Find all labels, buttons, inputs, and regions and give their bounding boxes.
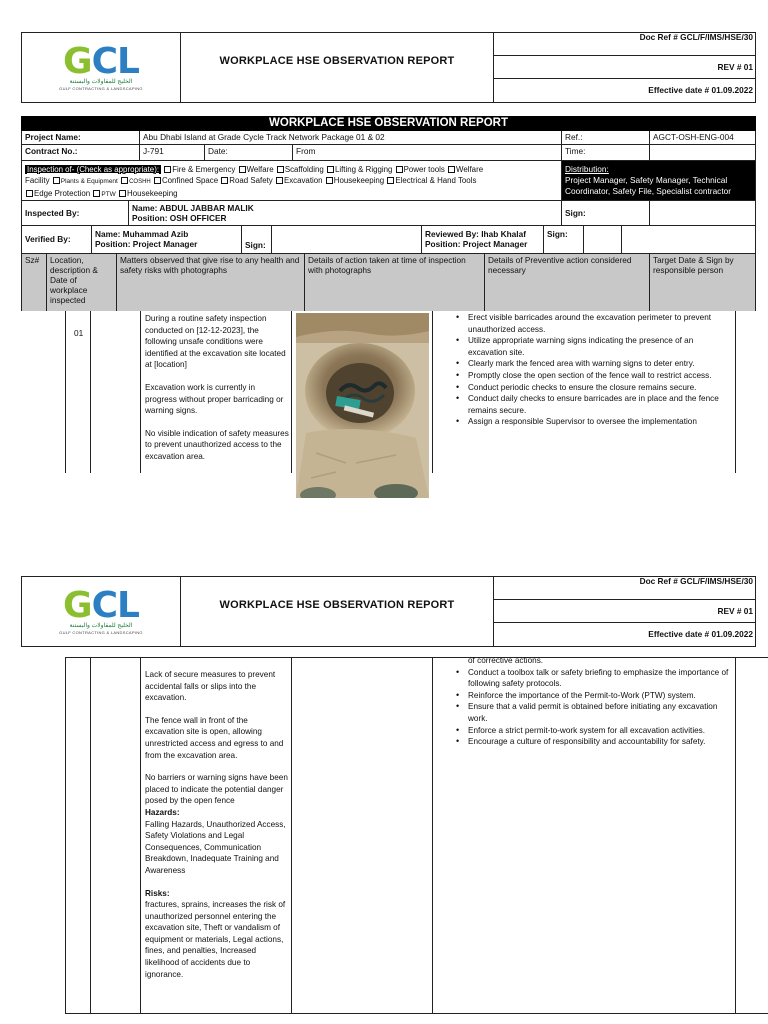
checkbox[interactable] (119, 190, 126, 197)
reviewed-by-details (422, 226, 544, 254)
row-divider (65, 311, 66, 473)
matters-paragraph: No barriers or warning signs have been placed to indicate the potential danger posed by the open fence (145, 773, 288, 806)
header-right-block (493, 33, 755, 102)
logo-letters: GCL (63, 40, 139, 82)
revision: REV # 01 (494, 56, 756, 79)
row-divider (432, 657, 433, 1013)
hazards-label: Hazards: (145, 807, 180, 817)
checkbox[interactable] (93, 190, 100, 197)
header-title: WORKPLACE HSE OBSERVATION REPORT (219, 599, 455, 611)
matters-paragraph: No visible indication of safety measures to prevent unauthorized access to the excavation area. (145, 428, 289, 461)
checkbox[interactable] (326, 177, 333, 184)
effective-date: Effective date # 01.09.2022 (648, 85, 753, 95)
header-block-page1 (21, 32, 756, 103)
reviewed-position: Position: Project Manager (425, 239, 528, 249)
reviewed-sign-label: Sign: (544, 226, 584, 254)
preventive-item: • Ensure that a valid permit is obtained before initiating any excavation work. (468, 701, 734, 724)
effective-date: Effective date # 01.09.2022 (648, 629, 753, 639)
reviewed-sign-extra (622, 226, 755, 254)
checklist-line-3: Edge Protection PTW Housekeeping (25, 189, 177, 198)
excavation-photo-image (296, 313, 429, 498)
checkbox[interactable] (26, 190, 33, 197)
row-divider (291, 657, 292, 1013)
verified-sign-field[interactable] (272, 226, 422, 254)
checkbox[interactable] (277, 166, 284, 173)
preventive-list-continued (454, 655, 734, 748)
logo-arabic-text: الخليج للمقاولات والبستنة (69, 622, 133, 629)
reviewed-by: Reviewed By: Ihab Khalaf (425, 229, 526, 239)
verified-name: Name: Muhammad Azib (95, 229, 189, 239)
checklist-line-1: Fire & Emergency Welfare Scaffolding Lifting & Rigging Power tools Welfare (163, 165, 483, 174)
matters-paragraph: Lack of secure measures to prevent accidental falls or slips into the excavation. (145, 670, 276, 703)
logo-english-text: GULF CONTRACTING & LANDSCAPING (59, 629, 143, 635)
contract-value: J-791 (140, 145, 205, 161)
checkbox[interactable] (53, 177, 60, 184)
matters-paragraph: Excavation work is currently in progress without proper barricading or warning signs. (145, 382, 284, 416)
date-label: Date: (205, 145, 293, 161)
company-logo (22, 577, 181, 646)
header-title: WORKPLACE HSE OBSERVATION REPORT (219, 55, 455, 67)
revision: REV # 01 (494, 600, 756, 623)
time-label: Time: (562, 145, 650, 161)
col-header-sz: Sz# (22, 254, 47, 311)
checkbox[interactable] (276, 177, 283, 184)
preventive-item: • Conduct a toolbox talk or safety briefing to emphasize the importance of following safety protocols. (468, 667, 734, 690)
row-bottom-border (65, 1013, 768, 1014)
matters-paragraph: The fence wall in front of the excavation site is open, allowing unrestricted access and egress to and from the excavation area. (145, 715, 284, 760)
inspected-name: Name: ABDUL JABBAR MALIK (132, 203, 254, 213)
inspection-label: Inspection of- (Check as appropriate): (27, 165, 160, 174)
excavation-photo (296, 313, 429, 498)
row-divider (735, 657, 736, 1013)
header-block-page2 (21, 576, 756, 647)
preventive-item: • Reinforce the importance of the Permit-to-Work (PTW) system. (468, 690, 734, 702)
time-value (650, 145, 755, 161)
ref-label: Ref.: (562, 131, 650, 145)
logo-arabic-text: الخليج للمقاولات والبستنة (69, 78, 133, 85)
row-divider (140, 657, 141, 1013)
ref-value: AGCT-OSH-ENG-004 (650, 131, 755, 145)
distribution-label: Distribution: (565, 164, 609, 174)
inspection-checklist (22, 161, 562, 201)
preventive-item: • Promptly close the open section of the fence wall to restrict access. (468, 370, 734, 382)
data-row-1-continued (65, 657, 768, 1015)
inspected-position: Position: OSH OFFICER (132, 213, 227, 223)
risks-label: Risks: (145, 888, 170, 898)
row-divider (65, 657, 66, 1013)
checkbox[interactable] (121, 177, 128, 184)
data-row-1 (65, 311, 768, 498)
preventive-list (454, 312, 734, 428)
checkbox[interactable] (396, 166, 403, 173)
verified-by-label: Verified By: (22, 226, 92, 254)
row-divider (140, 311, 141, 473)
hazards-text: Falling Hazards, Unauthorized Access, Safety Violations and Legal Consequences, Communication Breakdown, Inadequate Training and Awareness (145, 819, 286, 875)
checkbox[interactable] (239, 166, 246, 173)
matters-text-continued (145, 669, 289, 991)
col-header-matters: Matters observed that give rise to any health and safety risks with photographs (117, 254, 305, 311)
checkbox[interactable] (154, 177, 161, 184)
inspected-sign-field[interactable] (650, 201, 755, 226)
preventive-item: • Encourage a culture of responsibility and accountability for safety. (468, 736, 734, 748)
logo-english-text: GULF CONTRACTING & LANDSCAPING (59, 85, 143, 91)
col-header-location: Location, description & Date of workplace inspected (47, 254, 117, 311)
distribution-cell (562, 161, 755, 201)
preventive-item: • Enforce a strict permit-to-work system for all excavation activities. (468, 725, 734, 737)
verified-by-details (92, 226, 242, 254)
contract-label: Contract No.: (22, 145, 140, 161)
checkbox[interactable] (387, 177, 394, 184)
from-label: From (293, 145, 562, 161)
col-header-action: Details of action taken at time of inspection with photographs (305, 254, 485, 311)
row-divider (90, 657, 91, 1013)
row-divider (291, 311, 292, 473)
inspected-by-label: Inspected By: (22, 201, 129, 226)
reviewed-sign-field[interactable] (584, 226, 622, 254)
verified-position: Position: Project Manager (95, 239, 198, 249)
preventive-item: • Assign a responsible Supervisor to oversee the implementation (468, 416, 734, 428)
checkbox[interactable] (221, 177, 228, 184)
checklist-line-2: Facility Plants & Equipment COSHH Confined Space Road Safety Excavation Housekeeping Electrical & Hand Tools (25, 176, 477, 185)
preventive-continued-text: of corrective actions. (468, 656, 544, 665)
row-divider (735, 311, 736, 473)
checkbox[interactable] (327, 166, 334, 173)
risks-text: fractures, sprains, increases the risk of unauthorized personnel entering the excavation site, Theft or vandalism of equipment or materials, Legal actions, fines, and penalties, Increased likelihood of accidents due to ignorance. (145, 900, 286, 979)
preventive-item: • Erect visible barricades around the excavation perimeter to prevent unauthorized access. (468, 312, 734, 335)
preventive-item: • Clearly mark the fenced area with warning signs to deter entry. (468, 358, 734, 370)
doc-ref: Doc Ref # GCL/F/IMS/HSE/30 (494, 577, 756, 600)
header-right-block (493, 577, 755, 646)
matters-text (145, 313, 289, 474)
row-number: 01 (74, 328, 84, 338)
logo-letters: GCL (63, 584, 139, 626)
preventive-item: • Conduct daily checks to ensure barricades are in place and the fence remains secure. (468, 393, 734, 416)
distribution-text: Project Manager, Safety Manager, Technical Coordinator, Safety File, Specialist contractor (565, 175, 732, 196)
checkbox[interactable] (164, 166, 171, 173)
row-divider (432, 311, 433, 473)
col-header-preventive: Details of Preventive action considered necessary (485, 254, 650, 311)
company-logo (22, 33, 181, 102)
project-name-label: Project Name: (22, 131, 140, 145)
inspected-by-details (129, 201, 562, 226)
checkbox[interactable] (448, 166, 455, 173)
form-table (21, 131, 756, 311)
matters-paragraph: During a routine safety inspection conducted on [12-12-2023], the following unsafe conditions were identified at the excavation site located at [location] (145, 314, 286, 370)
preventive-item: • Utilize appropriate warning signs indicating the presence of an excavation site. (468, 335, 734, 358)
project-name-value: Abu Dhabi Island at Grade Cycle Track Network Package 01 & 02 (140, 131, 562, 145)
verified-sign-label: Sign: (242, 226, 272, 254)
doc-ref: Doc Ref # GCL/F/IMS/HSE/30 (494, 33, 756, 56)
inspected-sign-label: Sign: (562, 201, 650, 226)
col-header-target: Target Date & Sign by responsible person (650, 254, 755, 311)
form-title-band: WORKPLACE HSE OBSERVATION REPORT (21, 116, 756, 131)
preventive-item: • Conduct periodic checks to ensure the closure remains secure. (468, 382, 734, 394)
